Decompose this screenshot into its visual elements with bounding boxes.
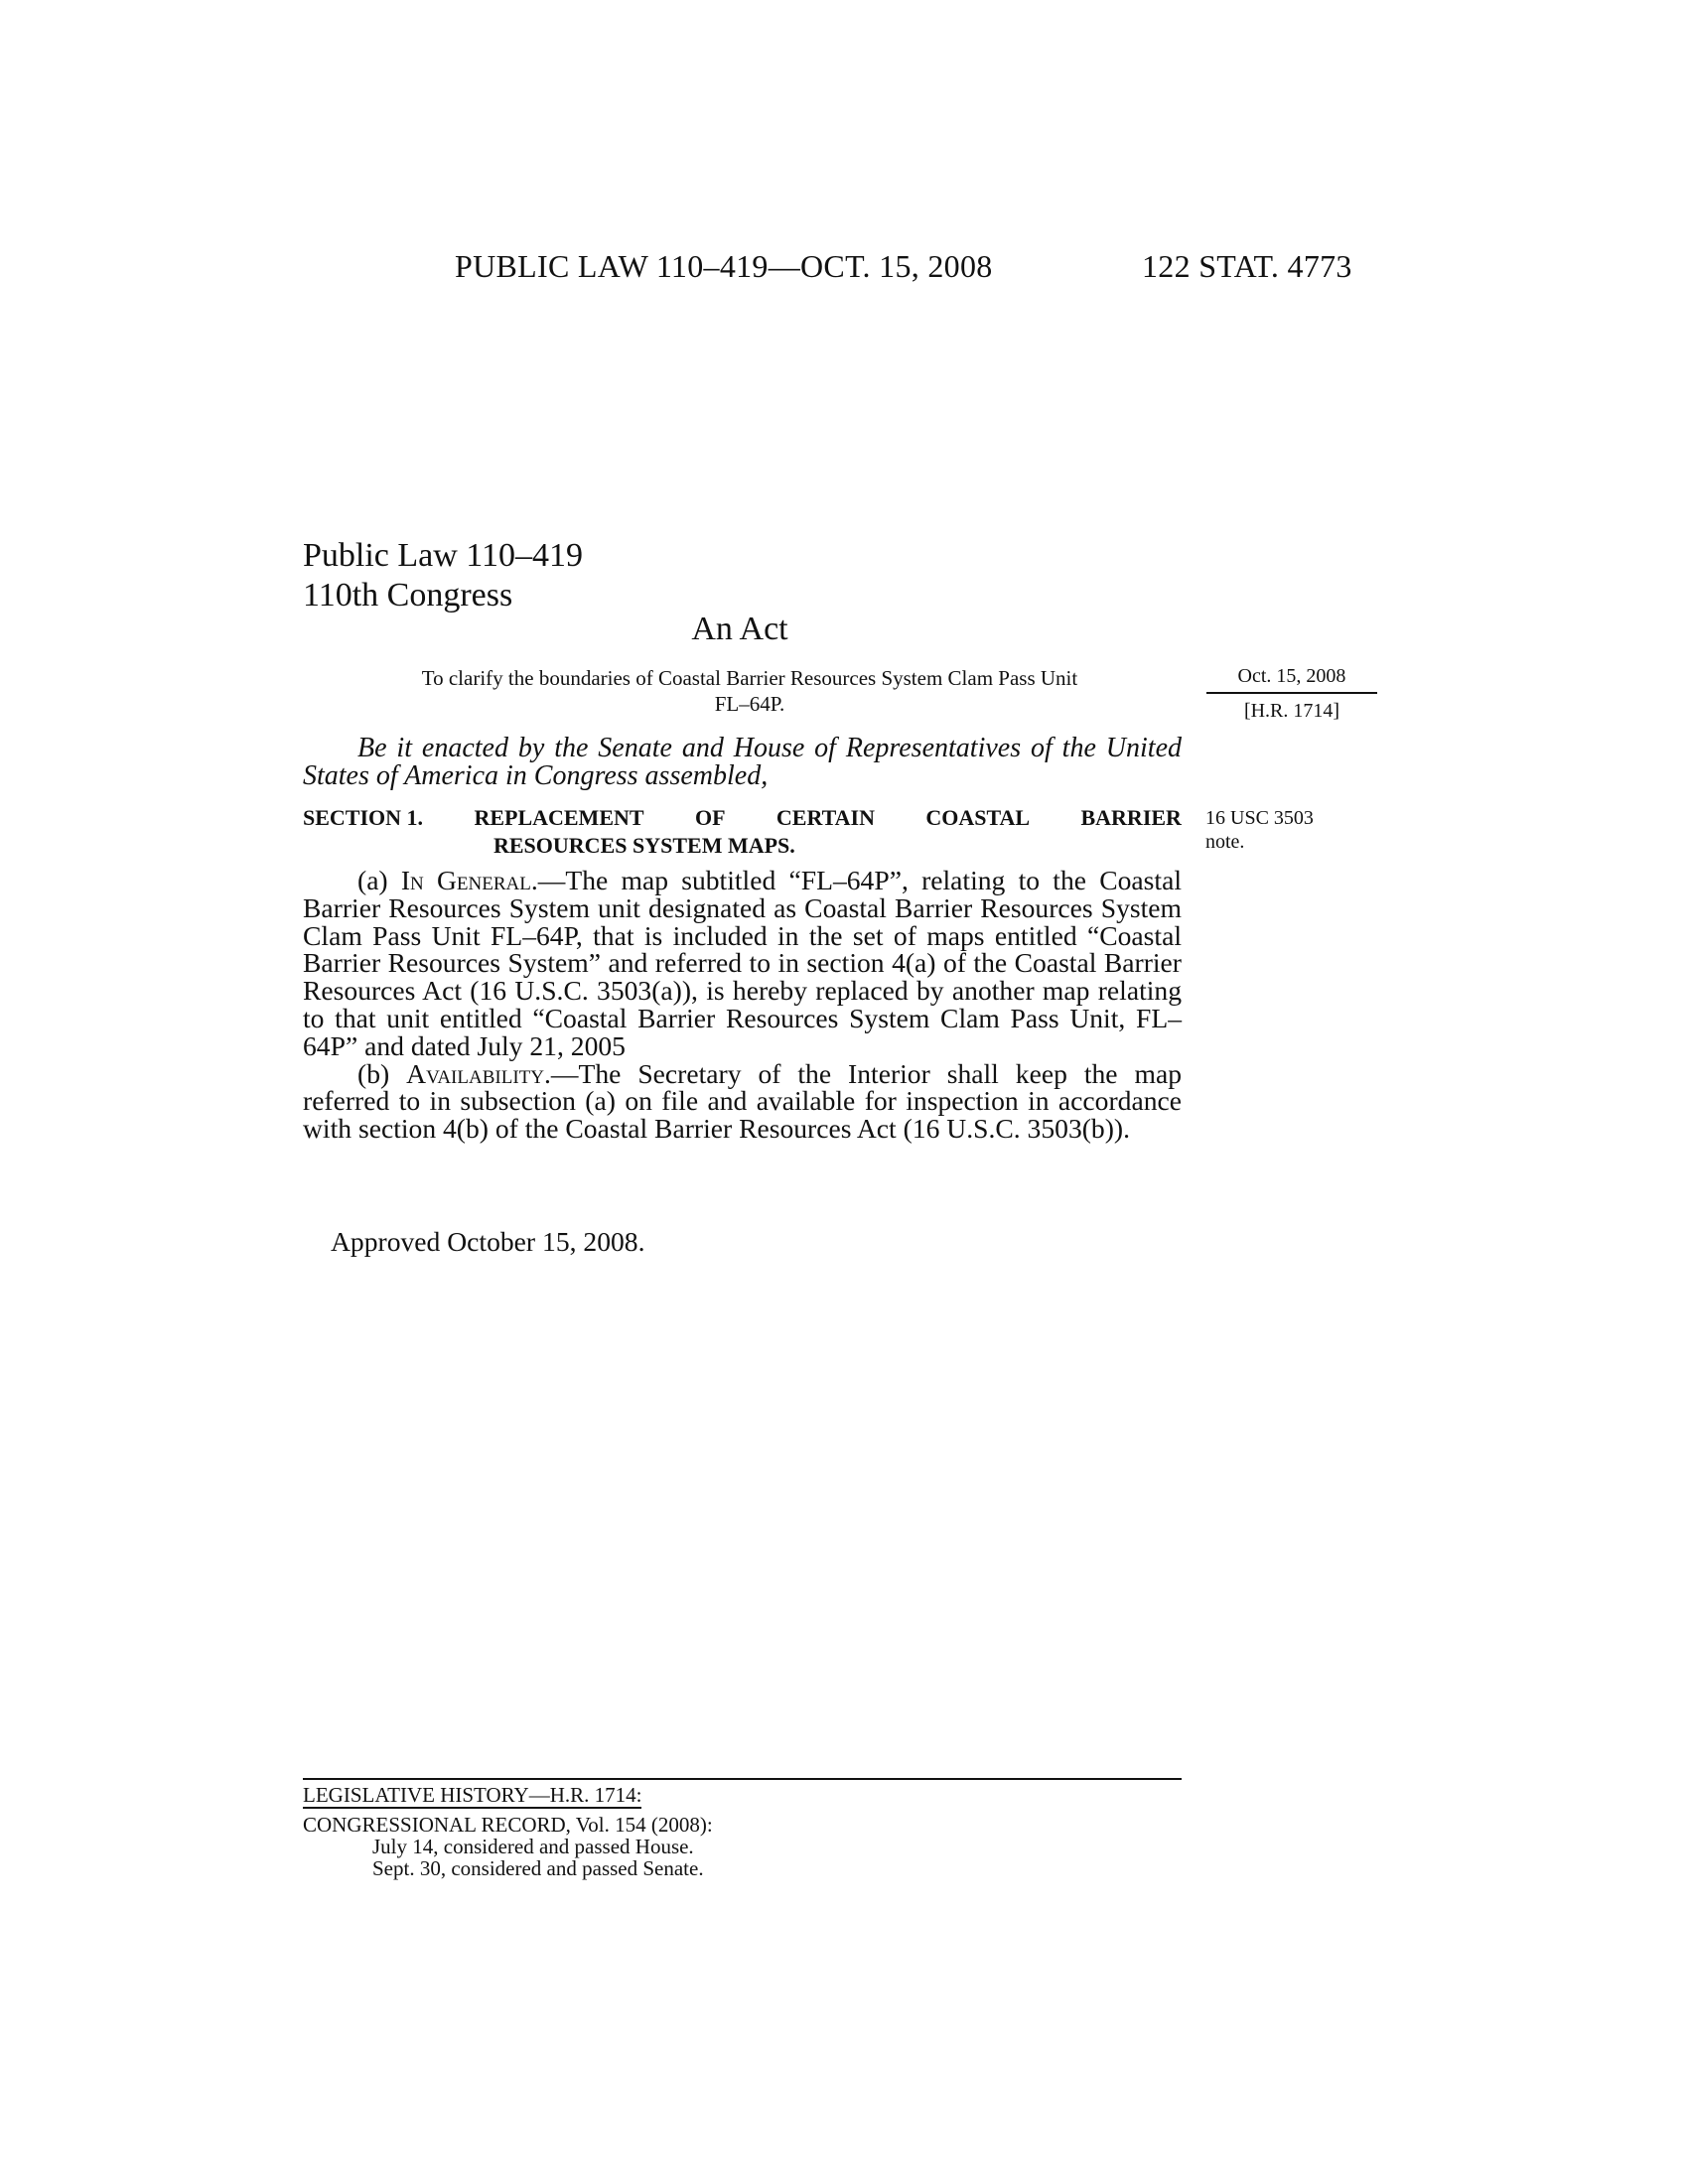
legislative-history-bill: —H.R. 1714: <box>528 1783 642 1807</box>
subsection-b <box>303 1057 1183 1145</box>
approval-date: Oct. 15, 2008 <box>1206 665 1377 694</box>
subsection-a-prefix: (a) <box>357 865 401 895</box>
section-heading-word: BARRIER <box>1080 805 1182 830</box>
subsection-a <box>303 867 1182 1060</box>
history-entry: Sept. 30, considered and passed Senate. <box>372 1856 704 1880</box>
act-purpose <box>338 665 1162 717</box>
legislative-history <box>303 1784 713 1879</box>
section-body <box>303 867 1182 1143</box>
running-head-left: PUBLIC LAW 110–419—OCT. 15, 2008 <box>455 248 993 284</box>
enacting-clause: Be it enacted by the Senate and House of Representatives of the United States of America in Congress assembled, <box>303 733 1182 791</box>
usc-note-label: note. <box>1205 831 1245 853</box>
purpose-line-2: FL–64P. <box>714 692 785 716</box>
subsection-b-heading: Availability. <box>406 1057 551 1089</box>
usc-margin-note <box>1205 806 1314 854</box>
margin-date-box <box>1206 665 1377 723</box>
usc-citation: 16 USC 3503 <box>1205 807 1314 829</box>
congressional-record: CONGRESSIONAL RECORD, Vol. 154 (2008): <box>303 1813 713 1837</box>
section-heading-line-2: RESOURCES SYSTEM MAPS. <box>493 833 795 858</box>
section-heading <box>303 804 1182 860</box>
legislative-history-heading <box>303 1784 713 1806</box>
section-label: SECTION 1. <box>303 805 424 830</box>
running-head-page: 122 STAT. 4773 <box>1142 248 1352 284</box>
footnote-divider <box>303 1778 1182 1780</box>
congress-number: 110th Congress <box>303 577 513 614</box>
subsection-a-text: —The map subtitled “FL–64P”, relating to the Coastal Barrier Resources System unit designated as Coastal Barrier Resources System Clam Pass Unit FL–64P, that is included in the set of maps entitled “Coastal Barrier Resources System” and referred to in section 4(a) of the Coastal Barrier Resources Act (16 U.S.C. 3503(a)), is hereby replaced by another map relating to that unit entitled “Coastal Barrier Resources System Clam Pass Unit, FL–64P” and dated July 21, 2005 <box>303 865 1182 1061</box>
subsection-b-prefix: (b) <box>357 1057 407 1089</box>
law-designation <box>303 536 583 615</box>
section-heading-word: OF <box>694 805 726 830</box>
subsection-b-text: —The Secretary of the Interior shall keep the map referred to in subsection (a) on file and available for inspection in accordance with section 4(b) of the Coastal Barrier Resources Act (16 U.S.C. 3503(b)). <box>303 1057 1183 1145</box>
purpose-line-1: To clarify the boundaries of Coastal Barrier Resources System Clam Pass Unit <box>421 666 1078 690</box>
section-heading-word: CERTAIN <box>775 805 875 830</box>
section-heading-word: REPLACEMENT <box>474 805 644 830</box>
public-law-number: Public Law 110–419 <box>303 537 584 574</box>
section-heading-word: COASTAL <box>925 805 1031 830</box>
subsection-a-heading: In General. <box>400 865 538 895</box>
approval-statement: Approved October 15, 2008. <box>331 1226 645 1257</box>
legislative-history-label: LEGISLATIVE HISTORY <box>303 1783 529 1807</box>
act-title: An Act <box>691 611 788 647</box>
bill-number: [H.R. 1714] <box>1243 700 1340 722</box>
history-entry: July 14, considered and passed House. <box>372 1835 694 1858</box>
